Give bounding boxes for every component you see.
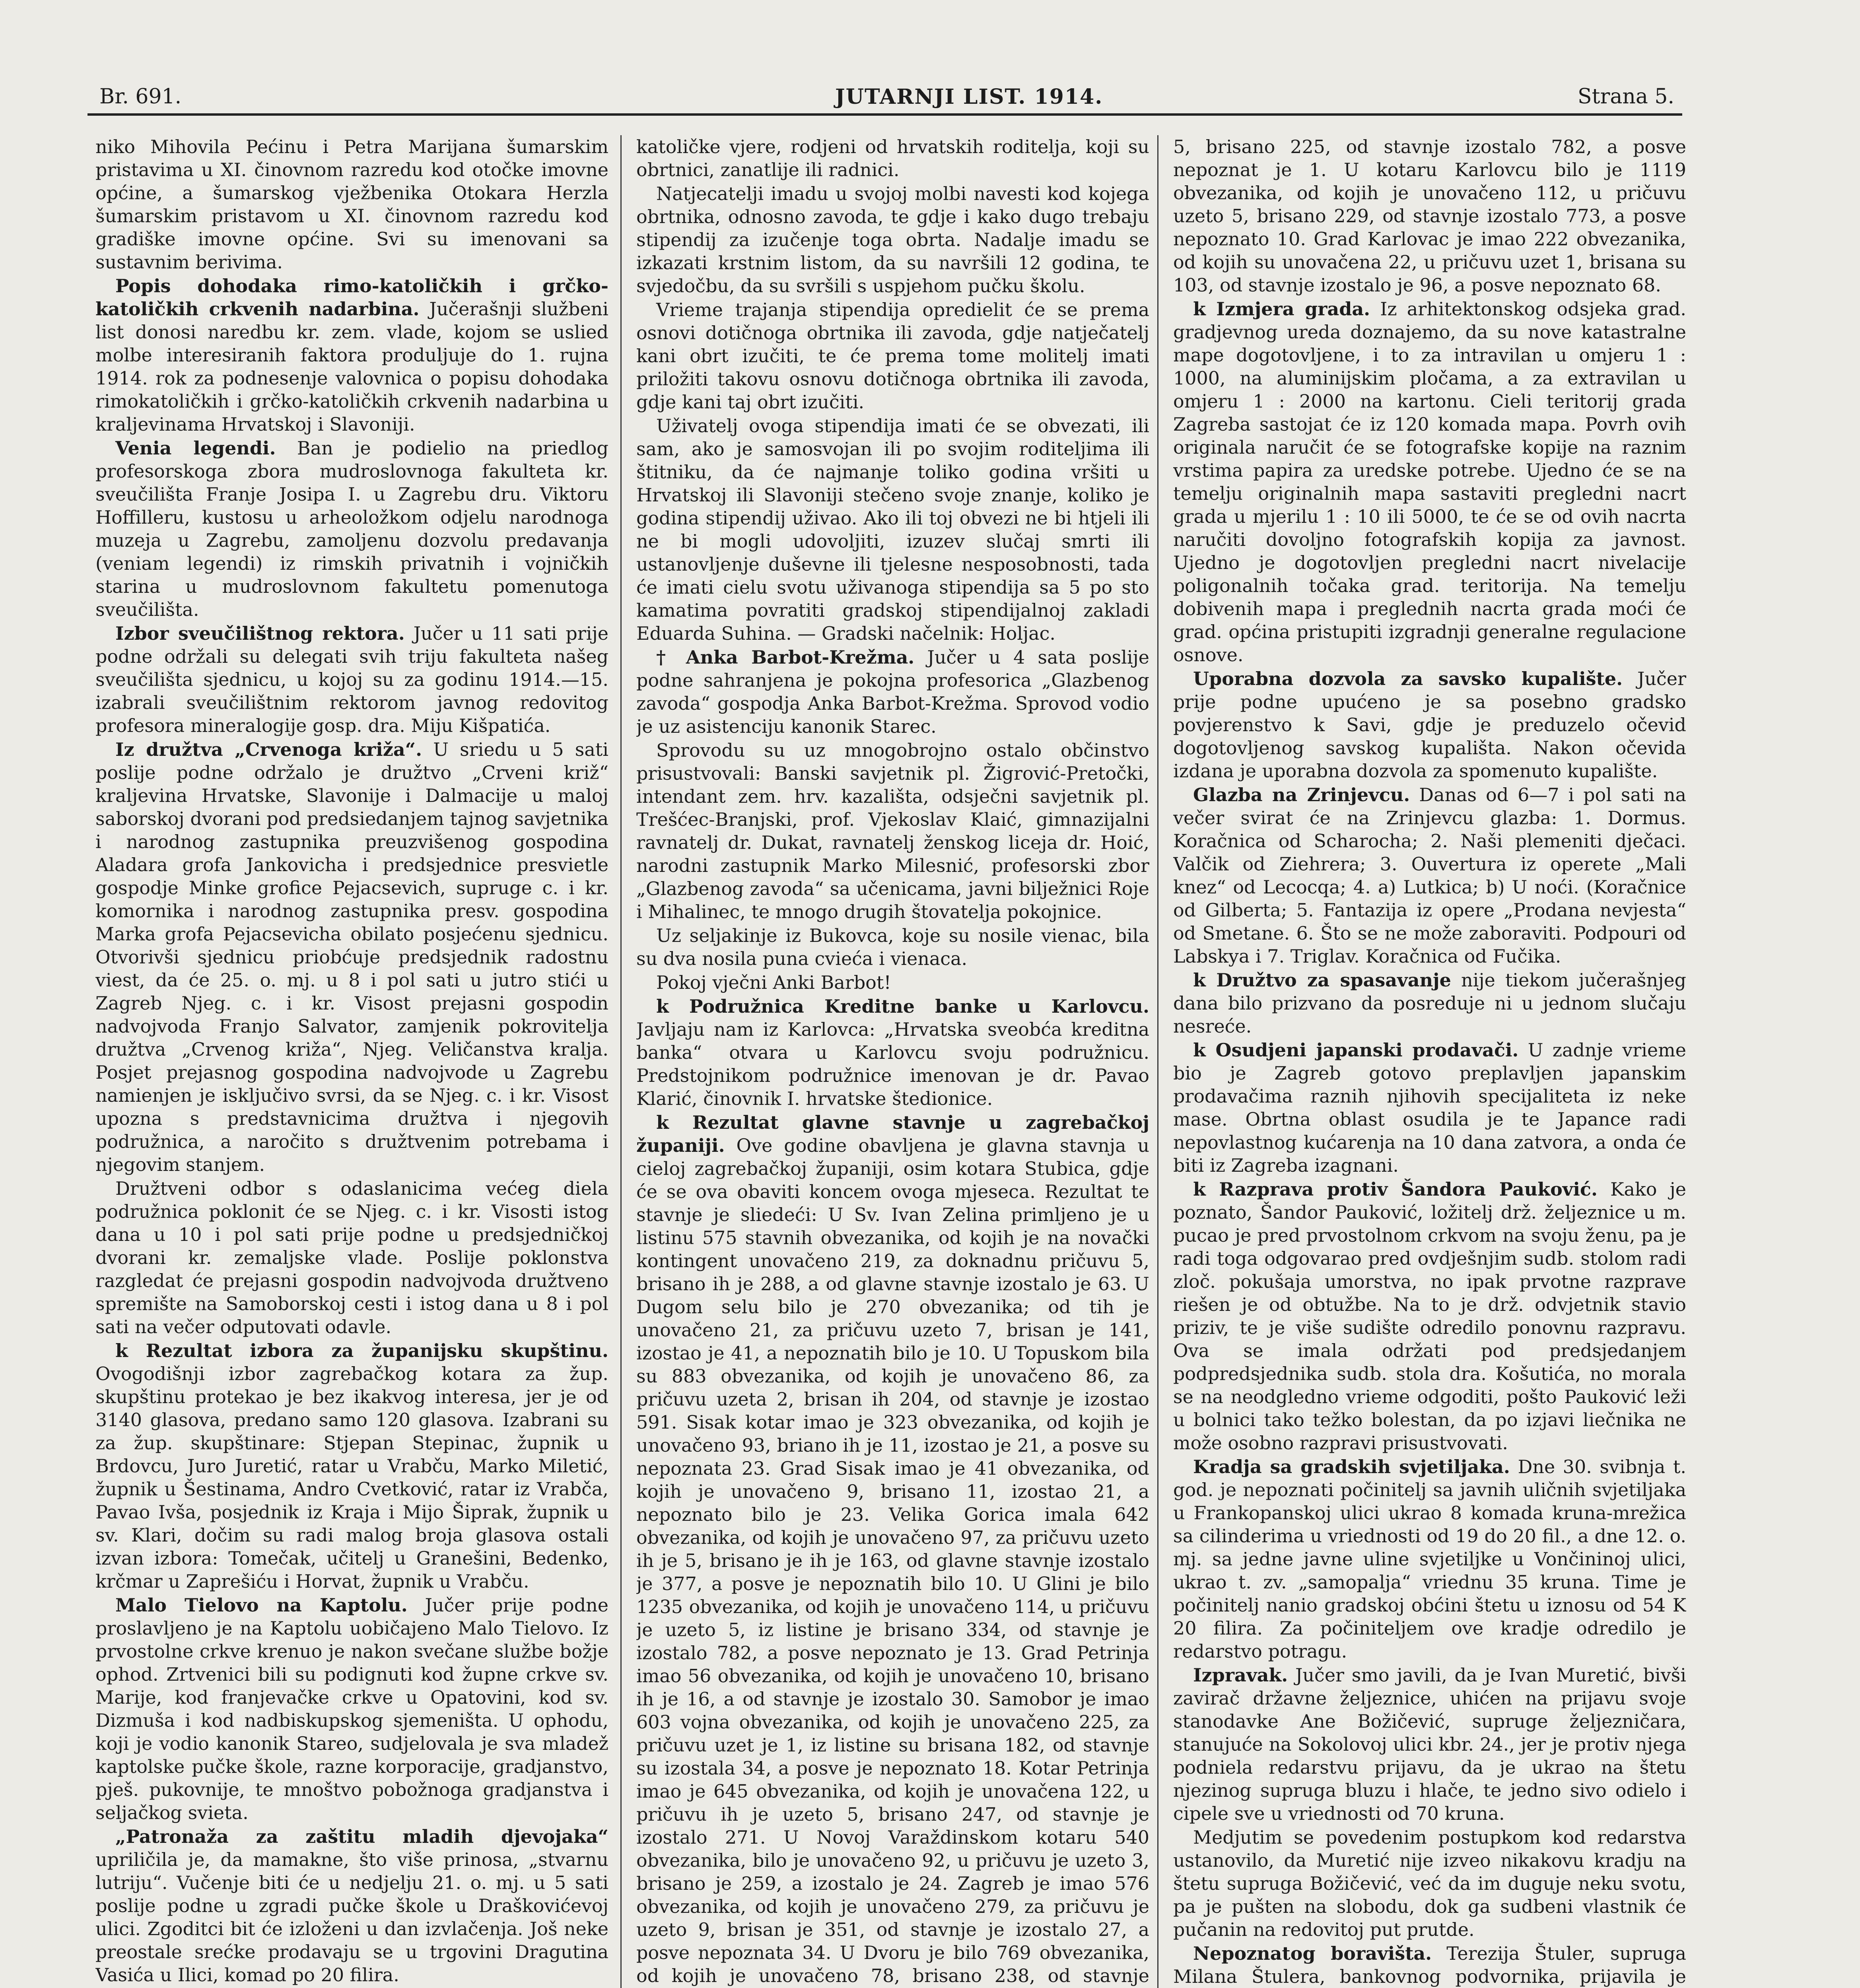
article [1173, 1455, 1686, 1663]
paragraph: Uz seljakinje iz Bukovca, koje su nosile vienac, bila su dva nosila puna cvieća i vienaca. [636, 925, 1149, 969]
article-text: Danas od 6—7 i pol sati na večer svirat će na Zrinjevcu glazba: 1. Dormus. Koračnica od Scharocha; 2. Naši plemeniti dječaci. Valčik od Ziehrera; 3. Ouvertura iz operete „Mali knez“ od Lecocqa; 4. a) Lutkica; b) U noći. (Koračnice od Gilberta; 5. Fantazija iz opere „Prodana nevjesta“ od Smetane. 6. Što se ne može zaboraviti. Podpouri od Labskya i 7. Triglav. Koračnica od Fučika. [1173, 784, 1686, 967]
paragraph: Sprovodu su uz mnogobrojno ostalo občinstvo prisustvovali: Banski savjetnik pl. Žigrović-Pretočki, intendant zem. hrv. kazališta, odsječni savjetnik pl. Trešćec-Branjski, prof. Vjekoslav Klaić, gimnazijalni ravnatelj dr. Dukat, ravnatelj ženskog liceja dr. Hoić, narodni zastupnik Marko Milesnić, profesorski zbor „Glazbenog zavoda“ sa učenicama, javni bilježnici Roje i Mihalinec, te mnogo drugih štovatelja pokojnice. [636, 740, 1149, 922]
article [1173, 1039, 1686, 1177]
paragraph: Pokoj vječni Anki Barbot! [656, 972, 891, 993]
article-heading: Izpravak. [1193, 1664, 1288, 1686]
article [95, 1339, 608, 1593]
article-text: Dne 30. svibnja t. god. je nepoznati počinitelj sa javnih uličnih svjetiljaka u Frankopanskoj ulici ukrao 8 komada kruna-mrežica sa cilinderima u vriednosti od 19 do 20 fil., a dne 12. o. mj. sa jedne javne uline svjetiljke u Vončininoj ulici, ukrao t. zv. „samopalja“ vriednu 35 kruna. Time je počinitelj nanio gradskoj obćini štetu u iznosu od 54 K 20 filira. Za počiniteljem ove kradje odredilo je redarstvo potragu. [1173, 1456, 1686, 1662]
article-text: Ban je podielio na priedlog profesorskoga zbora mudroslovnoga fakulteta kr. sveučilišta Franje Josipa I. u Zagrebu dru. Viktoru Hoffilleru, kustosu u arheoložkom odjelu narodnoga muzeja u Zagrebu, zamoljenu dozvolu predavanja (veniam legendi) iz rimskih privatnih i vojničkih starina u mudroslovnom fakultetu pomenutoga sveučilišta. [95, 437, 608, 620]
article [1173, 783, 1686, 968]
continued-text: niko Mihovila Pećinu i Petra Marijana šumarskim pristavima u XI. činovnom razredu kod otočke imovne općine, a šumarskog vježbenika Otokara Herzla šumarskim pristavom u XI. činovnom razredu kod gradiške imovne općine. Svi su imenovani sa sustavnim berivima. [95, 136, 608, 273]
article-heading: k Rezultat izbora za županijsku skupštinu. [115, 1340, 608, 1361]
article [636, 646, 1149, 738]
article-text: Jučer smo javili, da je Ivan Muretić, bivši zavirač državne željeznice, uhićen na prijavu svoje stanodavke Ane Božičević, supruge željezničara, stanujuće na Sokolovoj ulici kbr. 24., jer je protiv njega podniela redarstvu prijavu, da je ukrao na štetu njezinog supruga bluzu i hlače, te jedno sivo odielo i cipele sve u vriednosti od 70 kruna. [1173, 1664, 1686, 1824]
paragraph: Uživatelj ovoga stipendija imati će se obvezati, ili sam, ako je samosvojan ili po svojim roditeljima ili štitniku, da će najmanje toliko godina vršiti u Hrvatskoj ili Slavoniji stečeno svoje znanje, koliko je godina stipendij uživao. Ako ili toj obvezi ne bi htjeli ili ne bi mogli udovoljiti, izuzev slučaj smrti ili ustanovljenje duševne ili tjelesne nesposobnosti, tada će imati cielu svotu uživanoga stipendija sa 5 po sto kamatima povratiti gradskoj stipendijalnoj zakladi Eduarda Suhina. — Gradski načelnik: Holjac. [636, 415, 1149, 644]
article-heading: Iz družtva „Crvenoga križa“. [115, 739, 422, 760]
article-heading: k Izmjera grada. [1193, 298, 1370, 320]
article-heading: Popis dohodaka rimo-katoličkih i grčko-katoličkih crkvenih nadarbina. [95, 275, 608, 320]
article-text: Jučer prije podne upućeno je sa posebno gradsko povjerenstvo k Savi, gdje je preduzelo očevid dogotovljenog savskog kupališta. Nakon očevida izdana je uporabna dozvola za spomenuto kupalište. [1173, 668, 1686, 782]
article-heading: k Osudjeni japanski prodavači. [1193, 1039, 1519, 1061]
article-text: Jučer prije podne proslavljeno je na Kaptolu uobičajeno Malo Tielovo. Iz prvostolne crkve krenuo je nakon svečane službe božje ophod. Zrtvenici bili su podignuti kod župne crkve sv. Marije, kod franjevačke crkve u Opatovini, kod sv. Dizmuša i kod nadbiskupskog sjemeništa. U ophodu, koji je vodio kanonik Stareo, sudjelovala je sva mladež kaptolske pučke škole, razne korporacije, gradjanstvo, pješ. pukovnije, te mnoštvo pobožnoga gradjanstva i seljačkog svieta. [95, 1594, 608, 1823]
article [95, 1825, 608, 1986]
article-heading: k Podružnica Kreditne banke u Karlovcu. [656, 996, 1149, 1017]
article-text: Javljaju nam iz Karlovca: „Hrvatska sveobća kreditna banka“ otvara u Karlovcu svoju podružnicu. Predstojnikom podružnice imenovan je dr. Pavao Klarić, činovnik I. hrvatske štedionice. [636, 1019, 1149, 1109]
page-number: Strana 5. [1577, 85, 1674, 109]
article [1173, 297, 1686, 666]
article-text: Kako je poznato, Šandor Pauković, ložitelj drž. željeznice u m. pucao je pred prvostolnom crkvom na svoju ženu, pa je radi toga odgovarao pred ovdješnjim sudb. stolom radi zloč. pokušaja umorstva, no ipak prvotne razprave riešen je od obtužbe. Na to je drž. odvjetnik stavio priziv, te je više sudište odredilo ponovnu razpravu. Ova se imala održati pod predsjedanjem podpredsjednika sudb. stola dra. Košutića, no morala se na neodgledno vrieme odgoditi, pošto Pauković leži u bolnici tako težko bolestan, da po izjavi liečnika ne može osobno razpravi prisustvovati. [1173, 1178, 1686, 1454]
article [636, 1111, 1149, 1988]
article-text: U sriedu u 5 sati poslije podne održalo je družtvo „Crveni križ“ kraljevina Hrvatske, Slavonije i Dalmacije u maloj saborskoj dvorani pod predsiedanjem tajnog savjetnika i narodnog zastupnika preuzvišenog gospodina Aladara grofa Jankovicha i predsjednice presvietle gospodje Minke grofice Pejacsevich, supruge c. i kr. komornika i narodnog zastupnika presv. gospodina Marka grofa Pejacsevicha obilato posjećenu sjednicu. Otvorivši sjednicu priobćuje predsjednik radostnu viest, da će 25. o. mj. u 8 i pol sati u jutro stići u Zagreb Njeg. c. i kr. Visost prejasni gospodin nadvojvoda Franjo Salvator, zamjenik pokrovitelja družtva „Crvenog križa“, Njeg. Veličanstva kralja. Posjet prejasnog gospodina nadvojvode u Zagrebu namienjen je isključivo svrsi, da se Njeg. c. i kr. Visost upozna s predstavnicima družtva i njegovih podružnica, a naročito s družtvenim potrebama i njegovim stanjem. [95, 739, 608, 1175]
article-text: Ove godine obavljena je glavna stavnja u cieloj zagrebačkoj županiji, osim kotara Stubica, gdje će se ova obaviti koncem ovoga mjeseca. Rezultat te stavnje je sliedeći: U Sv. Ivan Zelina primljeno je u listinu 575 stavnih obvezanika, od kojih je na novački kontingent unovačeno 219, za doknadnu pričuvu 5, brisano ih je 288, a od glavne stavnje izostalo je 63. U Dugom selu bilo je 270 obvezanika; od tih je unovačeno 21, za pričuvu uzeto 7, brisan je 141, izostao je 41, a nepoznatih bilo je 10. U Topuskom bila su 883 obvezanika, od kojih je unovačeno 86, za pričuvu uzeta 2, brisan ih 204, od stavnje je izostao 591. Sisak kotar imao je 323 obvezanika, od kojih je unovačeno 93, briano ih je 11, izostao je 21, a posve su nepoznata 23. Grad Sisak imao je 41 obvezanika, od kojih je unovačeno 9, brisano 11, izostao 21, a nepoznato bilo je 23. Velika Gorica imala 642 obvezanika, od kojih je unovačeno 97, za pričuvu uzeto ih je 5, brisano je ih je 163, od glavne stavnje izostalo je 377, a posve je nepoznatih bilo 10. U Glini je bilo 1235 obvezanika, od kojih je unovačeno 114, u pričuvu je uzeto 5, iz listine je brisano 334, od stavnje je izostalo 782, a posve nepoznato je 13. Grad Petrinja imao 56 obvezanika, od kojih je unovačeno 10, brisano ih je 16, a od stavnje je izostalo 30. Samobor je imao 603 vojna obvezanika, od kojih je unovačeno 225, za pričuvu uzet je 1, iz listine su brisana 182, od stavnje su izostala 34, a posve je nepoznato 18. Kotar Petrinja imao je 645 obvezanika, od kojih je unovačena 122, u pričuvu ih je uzeto 5, brisano 247, od stavnje je izostalo 271. U Novoj Varaždinskom kotaru 540 obvezanika, bilo je unovačeno 92, u pričuvu je uzeto 3, brisano je 259, a izostalo je 24. Zagreb je imao 576 obvezanika, od kojih je unovačeno 279, za pričuvu je uzeto 9, brisan je 351, od stavnje je izostalo 27, a posve nepoznata 34. U Dvoru je bilo 769 obvezanika, od kojih je unovačeno 78, brisano 238, od stavnje [636, 1135, 1149, 1986]
newspaper-title: JUTARNJI LIST. 1914. [835, 85, 1103, 109]
article [95, 622, 608, 737]
article [1173, 1942, 1686, 1988]
article-heading: Venia legendi. [115, 437, 276, 459]
article [636, 995, 1149, 1110]
article-heading: Nepoznatog boravišta. [1193, 1943, 1432, 1964]
masthead [87, 82, 1682, 116]
article-heading: Uporabna dozvola za savsko kupalište. [1193, 668, 1623, 689]
continued-text: katoličke vjere, rodjeni od hrvatskih roditelja, koji su obrtnici, zanatlije ili radnici. [636, 136, 1149, 181]
article-text: upriličila je, da mamakne, što više prinosa, „stvarnu lutriju“. Vučenje biti će u nedjelju 21. o. mj. u 5 sati poslije podne u zgradi pučke škole u Draškovićevoj ulici. Zgoditci bit će izloženi u dan izvlačenja. Još neke preostale srećke prodavaju se u trgovini Dragutina Vasića u Ilici, komad po 20 filira. [95, 1849, 608, 1986]
article-heading: Kradja sa gradskih svjetiljaka. [1193, 1456, 1510, 1477]
paragraph: Vrieme trajanja stipendija opredielit će se prema osnovi dotičnoga obrtnika ili zavoda, gdje natječatelj kani obrt izučiti, te će prema tome molitelj imati priložiti takovu osnovu dotičnoga obrtnika ili zavoda, gdje kani taj obrt izučiti. [636, 299, 1149, 413]
article [95, 1594, 608, 1824]
article-text: Terezija Štuler, supruga Milana Štulera, bankovnog podvornika, prijavila je [1173, 1943, 1686, 1987]
article [1173, 1178, 1686, 1454]
article-heading: Malo Tielovo na Kaptolu. [115, 1594, 408, 1616]
paragraph: Natjecatelji imadu u svojoj molbi navesti kod kojega obrtnika, odnosno zavoda, te gdje i kako dugo trebaju stipendij za izučenje toga obrta. Nadalje imadu se izkazati krstnim listom, da su navršili 12 godina, te svjedočbu, da su svršili s uspjehom pučku školu. [636, 183, 1149, 297]
article [95, 274, 608, 436]
article [1173, 667, 1686, 782]
column-divider [1157, 135, 1158, 1988]
article [1173, 969, 1686, 1038]
article [95, 437, 608, 621]
article-text: Iz arhitektonskog odsjeka grad. gradjevnog ureda doznajemo, da su nove katastralne mape dogotovljene, i to za intravilan u omjeru 1 : 1000, na aluminijskim pločama, a za extravilan u omjeru 1 : 2000 na kartonu. Cieli teritorij grada Zagreba sastojat će iz 120 komada mapa. Povrh ovih originala naručit će se fotografske kopije na raznim vrstima papira za uredske potrebe. Ujedno će se na temelju originalnih mapa sastaviti pregledni nacrt grada u mjerilu 1 : 10 ili 5000, te će se od ovih nacrta naručiti dovoljno fotografskih kopija za javnost. Ujedno je dogotovljen pregledni nacrt nivelacije poligonalnih točaka grad. teritorija. Na temelju dobivenih mapa i preglednih nacrta grada moći će grad. općina pristupiti izgradnji generalne regulacione osnove. [1173, 298, 1686, 666]
article-heading: k Rezultat glavne stavnje u zagrebačkoj županiji. [636, 1112, 1149, 1156]
article-text: Jučer u 11 sati prije podne održali su delegati svih triju fakulteta našeg sveučilišta sjednicu, u kojoj su za godinu 1914.—15. izabrali sveučilištnim rektorom javnog redovitog profesora mineralogije gosp. dra. Miju Kišpatića. [95, 623, 608, 736]
column-1 [95, 135, 608, 1988]
article-heading: Glazba na Zrinjevcu. [1193, 784, 1410, 806]
article-text: Jučerašnji službeni list donosi naredbu kr. zem. vlade, kojom se uslied molbe interesiranih faktora produljuje do 1. rujna 1914. rok za podnesenje valovnica o popisu dohodaka rimokatoličkih i grčko-katoličkih crkvenih nadarbina u kraljevinama Hrvatskoj i Slavoniji. [95, 298, 608, 435]
article [95, 738, 608, 1176]
column-3 [1173, 135, 1686, 1988]
article-text: U zadnje vrieme bio je Zagreb gotovo preplavljen japanskim prodavačima raznih njihovih specijaliteta iz neke mase. Obrtna oblast osudila je te Japance radi nepovlastnog kućarenja na 10 dana zatvora, a onda će biti iz Zagreba izagnani. [1173, 1039, 1686, 1176]
article-heading: k Razprava protiv Šandora Pauković. [1193, 1178, 1598, 1200]
article [1173, 1664, 1686, 1825]
column-divider [620, 135, 622, 1988]
article-text: Ovogodišnji izbor zagrebačkog kotara za žup. skupštinu protekao je bez ikakvog interesa, jer je od 3140 glasova, predano samo 120 glasova. Izabrani su za žup. skupštinare: Stjepan Stepinac, župnik u Brdovcu, Juro Juretić, ratar u Vrabču, Marko Miletić, župnik u Šestinama, Andro Cvetković, ratar iz Vrabča, Pavao Ivša, posjednik iz Kraja i Mijo Šiprak, župnik u sv. Klari, dočim su radi malog broja glasova ostali izvan izbora: Tomečak, učitelj u Granešini, Bedenko, krčmar u Zaprešiću i Horvat, župnik u Vrabču. [95, 1363, 608, 1592]
paragraph: Družtveni odbor s odaslanicima većeg diela podružnica poklonit će se Njeg. c. i kr. Visosti istog dana u 10 i pol sati prije podne u predsjedničkoj dvorani kr. zemaljske vlade. Poslije poklonstva razgledat će prejasni gospodin nadvojvoda družtveno spremište na Samoborskoj cesti i istog dana u 8 i pol sati na večer odputovati odavle. [95, 1178, 608, 1338]
article-heading: † Anka Barbot-Krežma. [656, 646, 915, 668]
article-heading: Izbor sveučilištnog rektora. [115, 623, 405, 644]
article-text: Jučer u 4 sata poslije podne sahranjena je pokojna profesorica „Glazbenog zavoda“ gospodja Anka Barbot-Krežma. Sprovod vodio je uz asistenciju kanonik Starec. [636, 646, 1149, 737]
column-2 [636, 135, 1149, 1988]
article-heading: k Družtvo za spasavanje [1193, 969, 1451, 991]
article-text: nije tiekom jučerašnjeg dana bilo prizvano da posreduje ni u jednom slučaju nesreće. [1173, 969, 1686, 1037]
issue-number: Br. 691. [99, 85, 182, 109]
continued-text: 5, brisano 225, od stavnje izostalo 782, a posve nepoznat je 1. U kotaru Karlovcu bilo je 1119 obvezanika, od kojih je unovačeno 112, u pričuvu uzeto 5, brisano 229, od stavnje izostalo 773, a posve nepoznato 10. Grad Karlovac je imao 222 obvezanika, od kojih su unovačena 22, u pričuvu uzet 1, brisana su 103, od stavnje izostalo je 96, a posve nepoznato 68. [1173, 136, 1686, 296]
paragraph: Medjutim se povedenim postupkom kod redarstva ustanovilo, da Muretić nije izveo nikakovu kradju na štetu supruga Božičević, već da im duguje neku svotu, pa je pušten na slobodu, dok ga sudbeni vlastnik će pučanin na redovitoj put prutde. [1173, 1827, 1686, 1940]
article-heading: „Patronaža za zaštitu mladih djevojaka“ [115, 1826, 608, 1847]
